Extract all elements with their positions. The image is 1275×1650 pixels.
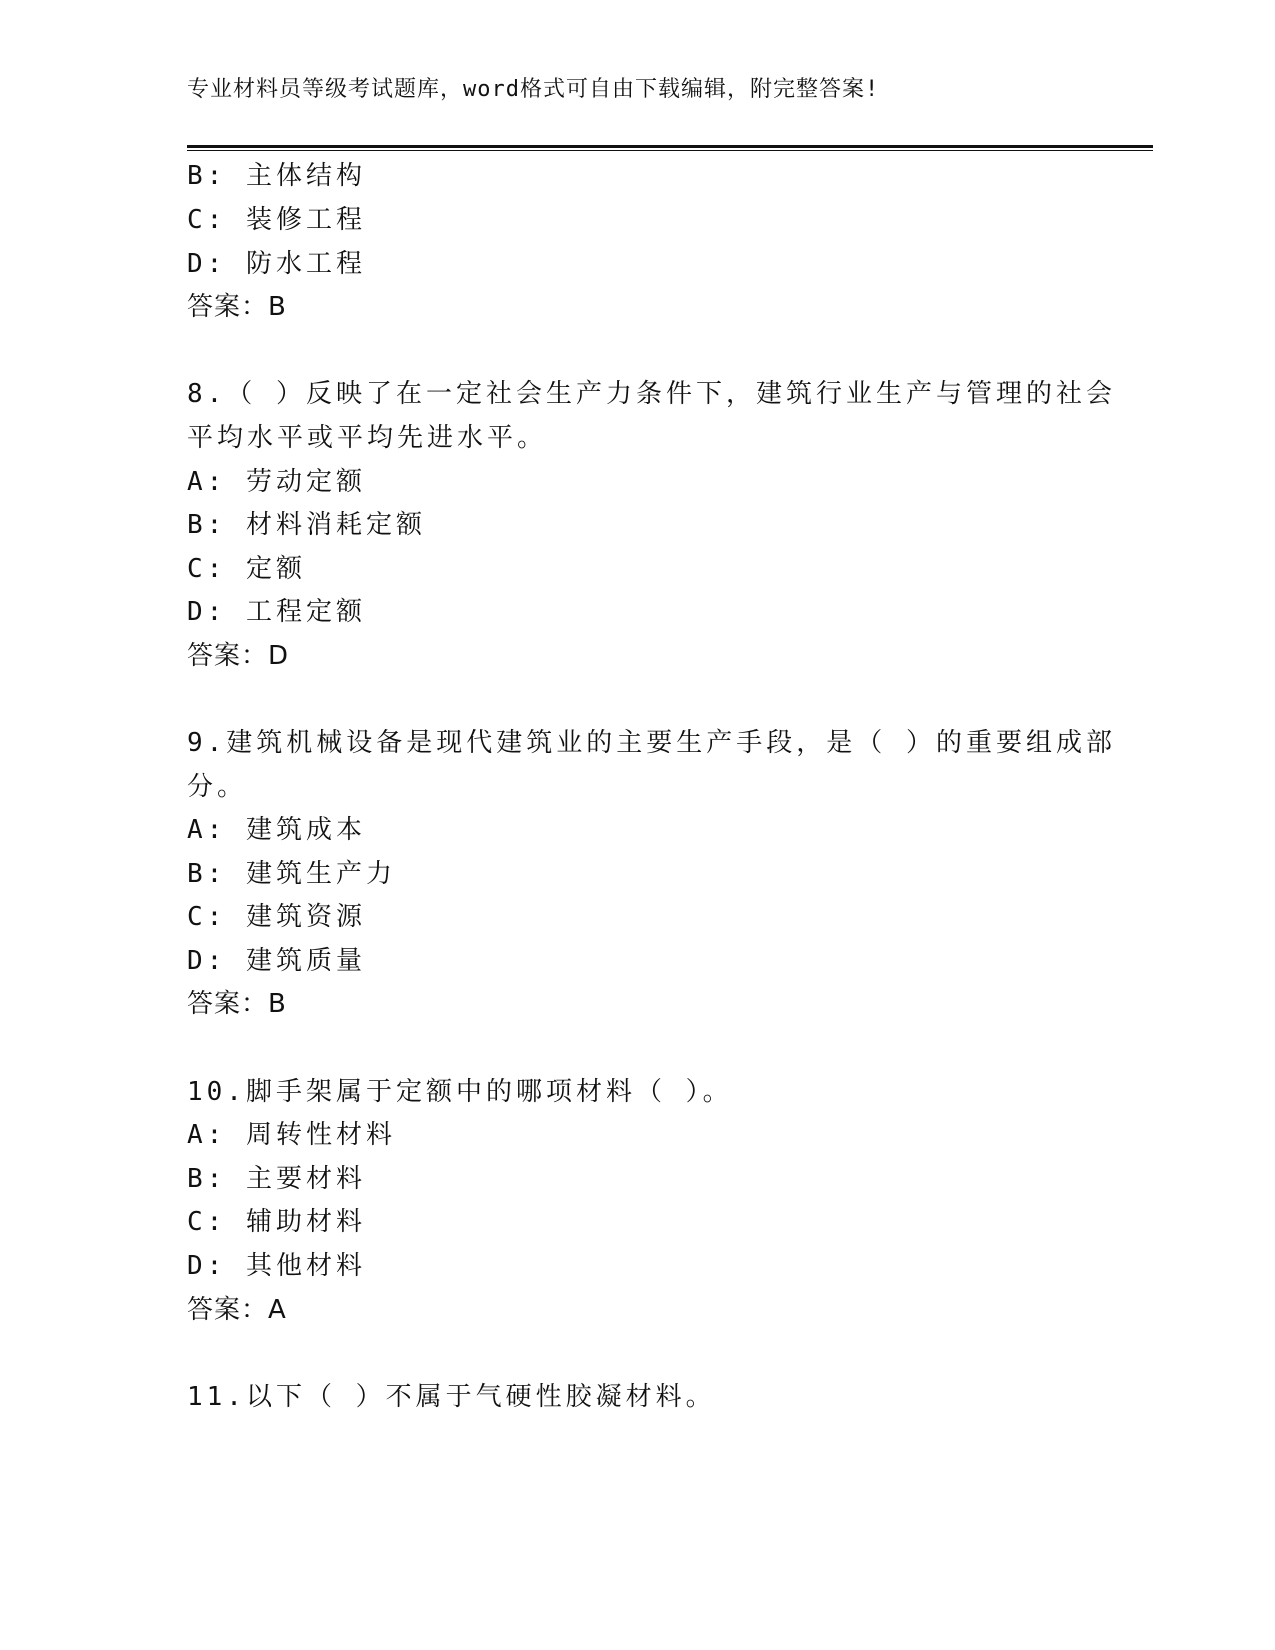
q11-stem-line1: 11.以下（ ）不属于气硬性胶凝材料。 — [187, 1382, 716, 1412]
q8-option-c: C: 定额 — [187, 554, 306, 584]
q9-option-b: B: 建筑生产力 — [187, 859, 396, 889]
q10-answer: 答案：A — [187, 1295, 287, 1325]
q10-option-a: A: 周转性材料 — [187, 1120, 396, 1150]
q7-option-b: B: 主体结构 — [187, 161, 366, 191]
q8-option-d: D: 工程定额 — [187, 597, 366, 627]
q10-option-b: B: 主要材料 — [187, 1164, 366, 1194]
page-header: 专业材料员等级考试题库，word格式可自由下载编辑，附完整答案! — [187, 77, 880, 102]
header-rule-thin — [187, 150, 1153, 151]
q9-option-a: A: 建筑成本 — [187, 815, 366, 845]
q8-option-a: A: 劳动定额 — [187, 467, 366, 497]
q8-option-b: B: 材料消耗定额 — [187, 510, 426, 540]
q9-option-d: D: 建筑质量 — [187, 946, 366, 976]
q8-stem-line2: 平均水平或平均先进水平。 — [187, 423, 548, 453]
q8-stem-line1: 8.（ ）反映了在一定社会生产力条件下，建筑行业生产与管理的社会 — [187, 379, 1116, 409]
q10-option-c: C: 辅助材料 — [187, 1207, 366, 1237]
q9-answer: 答案：B — [187, 989, 287, 1019]
q7-option-c: C: 装修工程 — [187, 205, 366, 235]
q7-answer: 答案：B — [187, 292, 287, 322]
q10-stem-line1: 10.脚手架属于定额中的哪项材料（ ）。 — [187, 1077, 733, 1107]
q9-stem-line2: 分。 — [187, 772, 248, 802]
q10-option-d: D: 其他材料 — [187, 1251, 366, 1281]
q8-answer: 答案：D — [187, 641, 290, 671]
q9-stem-line1: 9.建筑机械设备是现代建筑业的主要生产手段，是（ ）的重要组成部 — [187, 728, 1116, 758]
header-rule-thick — [187, 145, 1153, 148]
q9-option-c: C: 建筑资源 — [187, 902, 366, 932]
q7-option-d: D: 防水工程 — [187, 249, 366, 279]
